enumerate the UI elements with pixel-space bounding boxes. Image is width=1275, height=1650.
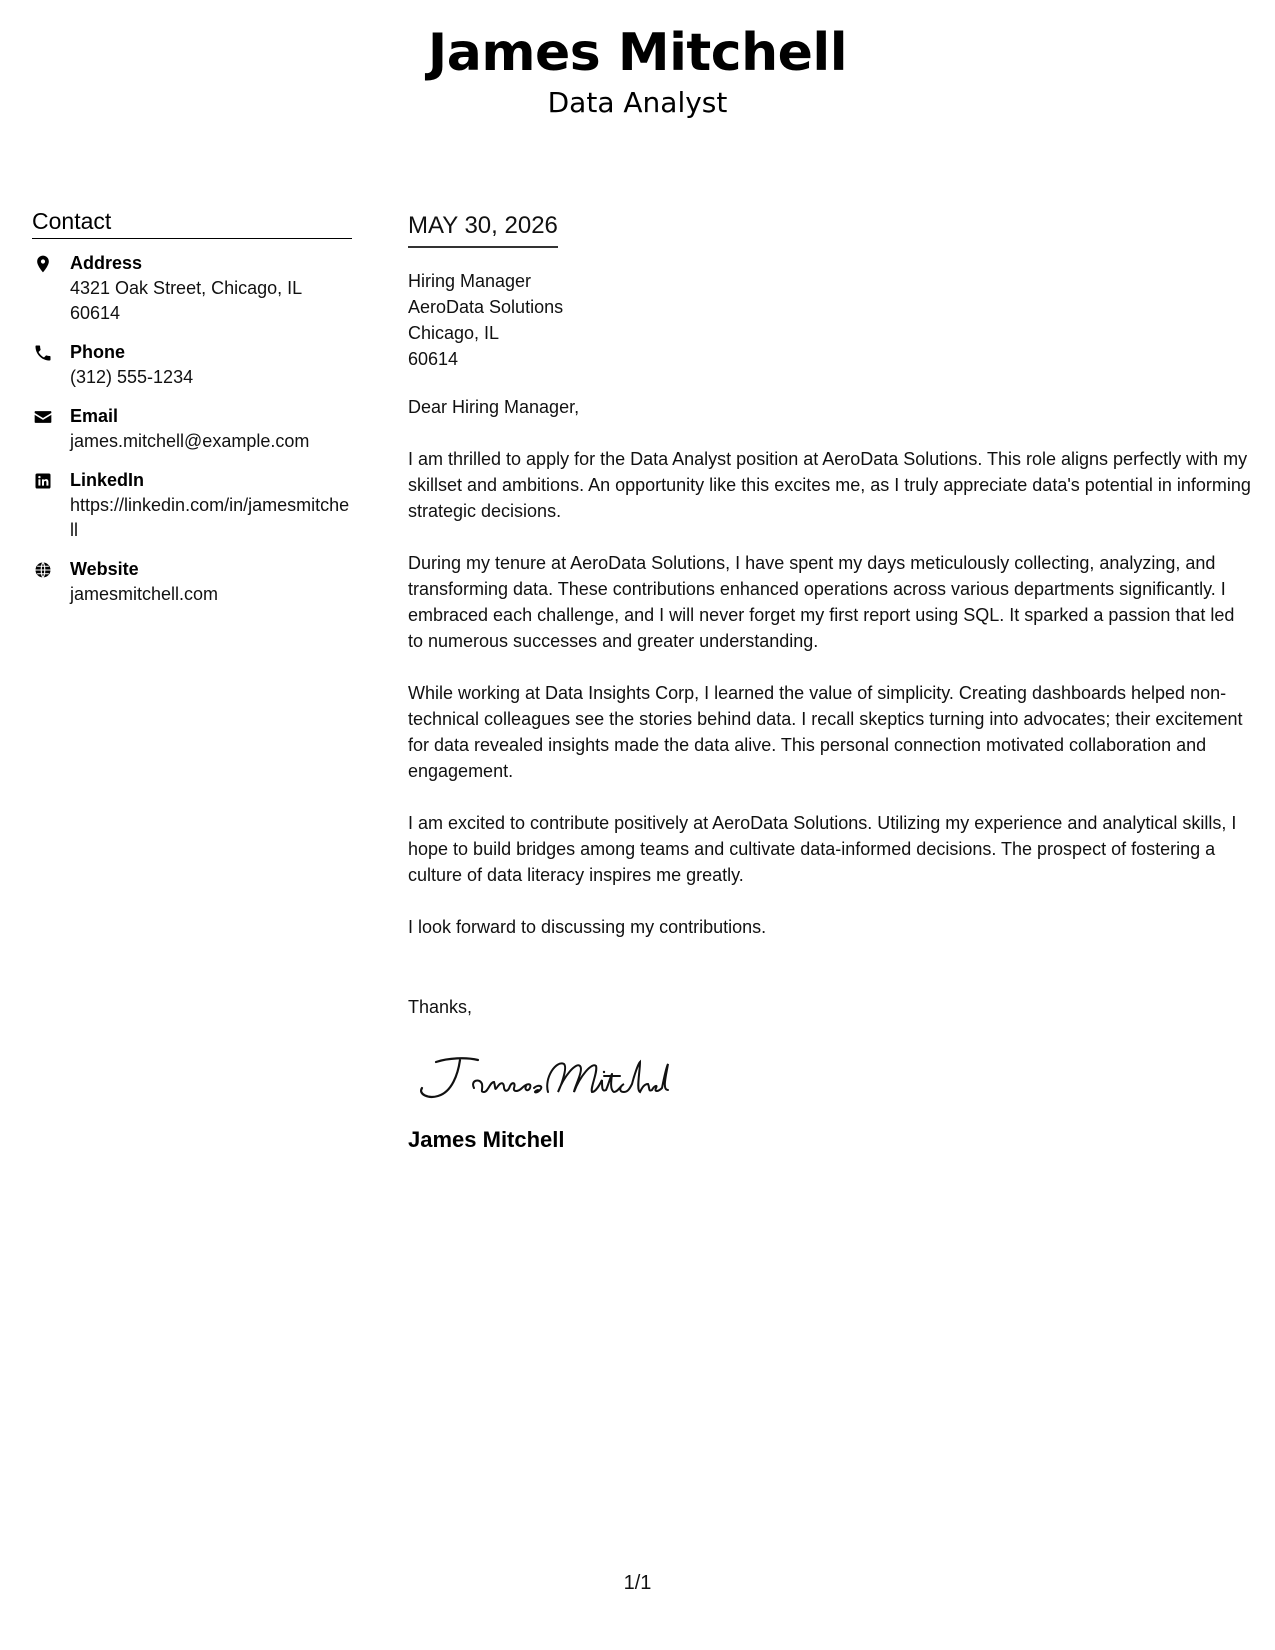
linkedin-value[interactable]: https://linkedin.com/in/jamesmitchell (70, 495, 350, 540)
body-paragraph: I am excited to contribute positively at AeroData Solutions. Utilizing my experience and analytical skills, I hope to build bridges among teams and cultivate data-informed decisions. The prospect of fostering a culture of data literacy inspires me greatly. (408, 813, 1237, 885)
body-paragraph: While working at Data Insights Corp, I learned the value of simplicity. Creating dashboards helped non-technical colleagues see the stories behind data. I recall skeptics turning into advocates; their excitement for data revealed insights made the data alive. This personal connection motivated collaboration and engagement. (408, 683, 1243, 781)
contact-label: Phone (70, 342, 126, 362)
letter-body (408, 210, 1253, 1154)
contact-label: Website (70, 559, 139, 579)
contact-label: LinkedIn (70, 470, 145, 490)
applicant-name: James Mitchell (427, 23, 848, 83)
contact-heading: Contact (32, 206, 352, 239)
applicant-role: Data Analyst (547, 86, 728, 119)
phone-icon (32, 342, 54, 364)
closing-line: I look forward to discussing my contributions. (408, 917, 767, 937)
phone-value[interactable]: (312) 555-1234 (70, 367, 194, 387)
linkedin-icon (32, 470, 54, 492)
letter-date: MAY 30, 2026 (408, 210, 558, 248)
envelope-icon (32, 406, 54, 428)
body-paragraph: I am thrilled to apply for the Data Analyst position at AeroData Solutions. This role aligns perfectly with my skillset and ambitions. An opportunity like this excites me, as I truly appreciate data's potential in informing strategic decisions. (408, 449, 1251, 521)
contact-item-phone (32, 340, 352, 390)
recipient-line: Chicago, IL (408, 323, 500, 343)
signer-name: James Mitchell (408, 1127, 565, 1152)
contact-sidebar (32, 206, 352, 621)
page-number: 1/1 (623, 1572, 652, 1594)
signoff: Thanks, (408, 997, 473, 1017)
contact-item-linkedin (32, 468, 352, 543)
letter-header (0, 22, 1275, 120)
contact-list (32, 251, 352, 607)
recipient-line: 60614 (408, 349, 459, 369)
contact-item-address (32, 251, 352, 326)
globe-icon (32, 559, 54, 581)
contact-item-email (32, 404, 352, 454)
map-pin-icon (32, 253, 54, 275)
salutation: Dear Hiring Manager, (408, 397, 580, 417)
handwritten-signature (408, 1048, 668, 1108)
contact-label: Address (70, 253, 143, 273)
recipient-block (408, 268, 1253, 372)
recipient-line: AeroData Solutions (408, 297, 564, 317)
recipient-line: Hiring Manager (408, 271, 532, 291)
website-value[interactable]: jamesmitchell.com (70, 584, 219, 604)
email-value[interactable]: james.mitchell@example.com (70, 431, 310, 451)
contact-item-website (32, 557, 352, 607)
body-paragraph: During my tenure at AeroData Solutions, I have spent my days meticulously collecting, analyzing, and transforming data. These contributions enhanced operations across various departments significantly. I embraced each challenge, and I will never forget my first report using SQL. It sparked a passion that led to numerous successes and greater understanding. (408, 553, 1235, 651)
address-value: 4321 Oak Street, Chicago, IL 60614 (70, 278, 302, 323)
contact-label: Email (70, 406, 119, 426)
